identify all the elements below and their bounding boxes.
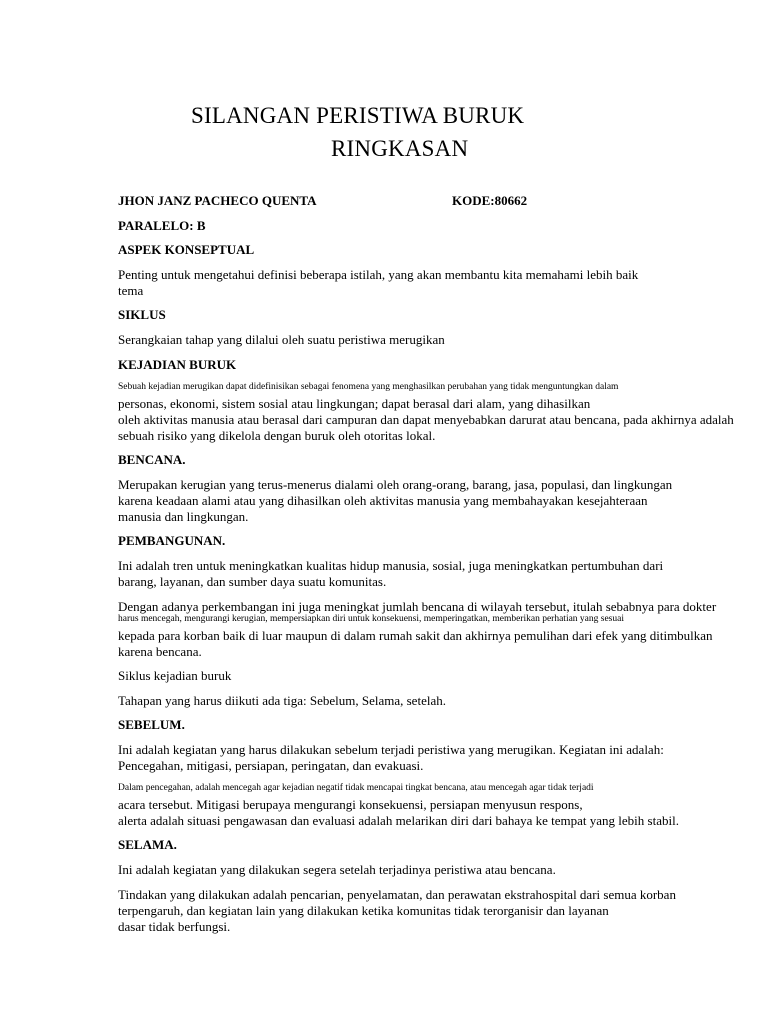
document-title: SILANGAN PERISTIWA BURUK [191, 103, 525, 128]
paragraph-line: manusia dan lingkungan. [118, 509, 249, 524]
paragraph-line: personas, ekonomi, sistem sosial atau lingkungan; dapat berasal dari alam, yang dihasilkan [118, 396, 591, 411]
heading-pembangunan: PEMBANGUNAN. [118, 533, 226, 548]
paragraph-line: Serangkaian tahap yang dilalui oleh suatu peristiwa merugikan [118, 332, 445, 347]
paragraph-line: dasar tidak berfungsi. [118, 919, 231, 934]
paragraph-line: Ini adalah kegiatan yang dilakukan segera setelah terjadinya peristiwa atau bencana. [118, 862, 556, 877]
paragraph-line: terpengaruh, dan kegiatan lain yang dilakukan ketika komunitas tidak terorganisir dan layanan [118, 903, 609, 918]
heading-sebelum: SEBELUM. [118, 717, 185, 732]
paragraph-line: Ini adalah kegiatan yang harus dilakukan sebelum terjadi peristiwa yang merugikan. Kegiatan ini adalah: [118, 742, 664, 757]
author-code: KODE:80662 [452, 193, 528, 208]
paragraph-line: kepada para korban baik di luar maupun di dalam rumah sakit dan akhirnya pemulihan dari efek yang ditimbulkan [118, 628, 713, 643]
paragraph-line: Pencegahan, mitigasi, persiapan, peringatan, dan evakuasi. [118, 758, 424, 773]
author-paralelo: PARALELO: B [118, 218, 206, 233]
document-subtitle: RINGKASAN [331, 136, 469, 161]
paragraph-line: Ini adalah tren untuk meningkatkan kualitas hidup manusia, sosial, juga meningkatkan pertumbuhan dari [118, 558, 664, 573]
paragraph-line: Tahapan yang harus diikuti ada tiga: Sebelum, Selama, setelah. [118, 693, 446, 708]
paragraph-line: acara tersebut. Mitigasi berupaya mengurangi konsekuensi, persiapan menyusun respons, [118, 797, 583, 812]
paragraph-line: Siklus kejadian buruk [118, 668, 232, 683]
paragraph-line-small: Dalam pencegahan, adalah mencegah agar kejadian negatif tidak mencapai tingkat bencana, atau mencegah agar tidak terjadi [118, 783, 594, 793]
paragraph-line: karena keadaan alami atau yang dihasilkan oleh aktivitas manusia yang membahayakan kesejahteraan [118, 493, 648, 508]
paragraph-line: karena bencana. [118, 644, 202, 659]
paragraph-line: Merupakan kerugian yang terus-menerus dialami oleh orang-orang, barang, jasa, populasi, dan lingkungan [118, 477, 673, 492]
heading-siklus: SIKLUS [118, 307, 166, 322]
paragraph-line: Dengan adanya perkembangan ini juga meningkat jumlah bencana di wilayah tersebut, itulah sebabnya para dokter [118, 599, 717, 614]
paragraph-line-small: harus mencegah, mengurangi kerugian, mempersiapkan diri untuk konsekuensi, memperingatkan, memberikan perhatian yang sesuai [118, 614, 624, 624]
paragraph-line: barang, layanan, dan sumber daya suatu komunitas. [118, 574, 387, 589]
paragraph-line: tema [118, 283, 144, 298]
paragraph-line-small: Sebuah kejadian merugikan dapat didefinisikan sebagai fenomena yang menghasilkan perubahan yang tidak menguntungkan dalam [118, 382, 619, 392]
paragraph-line: Penting untuk mengetahui definisi beberapa istilah, yang akan membantu kita memahami lebih baik [118, 267, 639, 282]
heading-bencana: BENCANA. [118, 452, 186, 467]
paragraph-line: Tindakan yang dilakukan adalah pencarian, penyelamatan, dan perawatan ekstrahospital dari semua korban [118, 887, 676, 902]
paragraph-line: oleh aktivitas manusia atau berasal dari campuran dan dapat menyebabkan darurat atau bencana, pada akhirnya adalah [118, 412, 734, 427]
author-name: JHON JANZ PACHECO QUENTA [118, 193, 317, 208]
heading-selama: SELAMA. [118, 837, 177, 852]
heading-aspek-konseptual: ASPEK KONSEPTUAL [118, 242, 255, 257]
paragraph-line: sebuah risiko yang dikelola dengan buruk oleh otoritas lokal. [118, 428, 436, 443]
heading-kejadian-buruk: KEJADIAN BURUK [118, 357, 237, 372]
paragraph-line: alerta adalah situasi pengawasan dan evaluasi adalah melarikan diri dari bahaya ke tempat yang lebih stabil. [118, 813, 679, 828]
